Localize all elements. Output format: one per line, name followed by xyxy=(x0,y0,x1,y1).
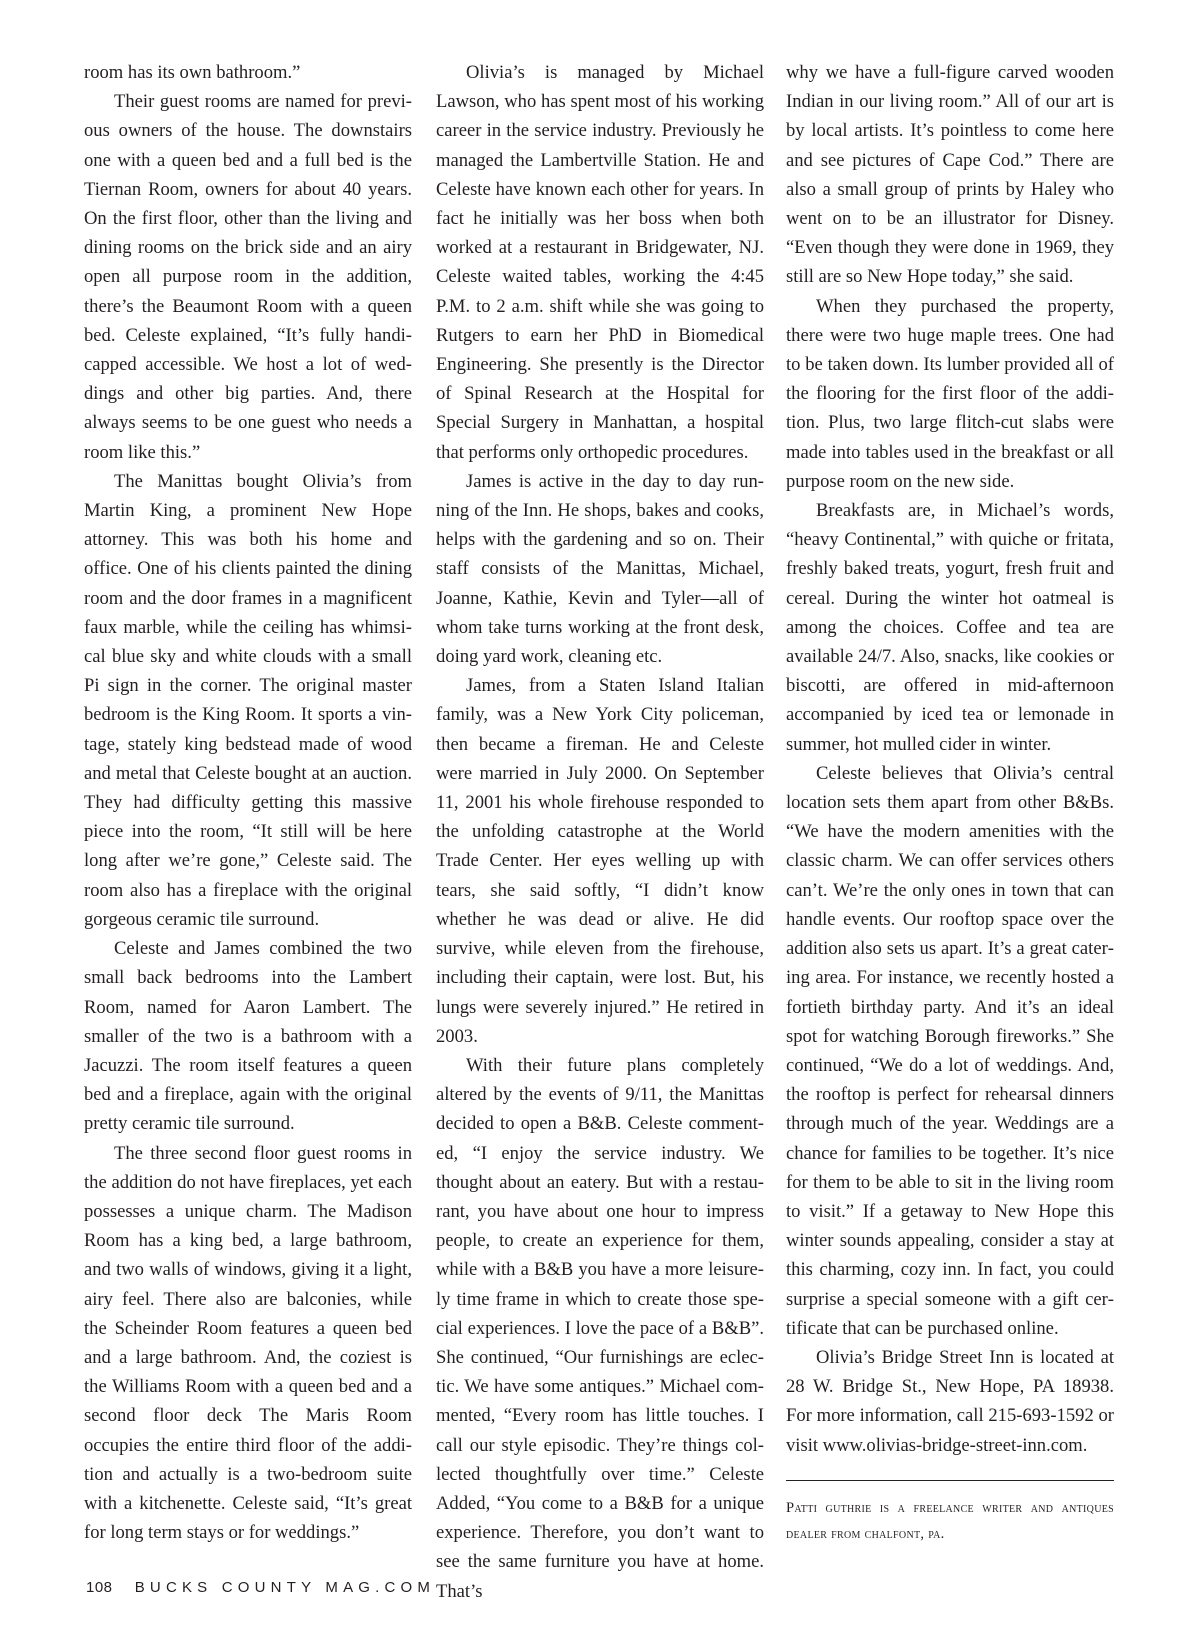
paragraph: Olivia’s is managed by Michael Lawson, who has spent most of his working career in the service industry. Previously he managed the Lambertville Station. He and Celeste have known each other for years. In fact he initially was her boss when both worked at a restaurant in Bridgewater, NJ. Celeste waited tables, working the 4:45 P.M. to 2 a.m. shift while she was going to Rutgers to earn her PhD in Biomedical Engineering. She presently is the Director of Spinal Research at the Hospital for Special Surgery in Manhattan, a hospital that performs only orthopedic procedures. xyxy=(436,62,764,463)
paragraph: The three second floor guest rooms in the addition do not have fireplaces, yet each possesses a unique charm. The Madison Room has a king bed, a large bathroom, and two walls of windows, giving it a light, airy feel. There also are balconies, while the Scheinder Room features a queen bed and a large bathroom. And, the coziest is the Williams Room with a queen bed and a second floor deck The Maris Room occupies the entire third floor of the addition and actually is a two-bedroom suite with a kitchenette. Celeste said, “It’s great for long term stays or for weddings.” xyxy=(84,1142,412,1544)
paragraph: James, from a Staten Island Italian family, was a New York City policeman, then became a fireman. He and Celeste were married in July 2000. On September 11, 2001 his whole firehouse responded to the unfolding catastrophe at the World Trade Center. Her eyes welling up with tears, she said softly, “I didn’t know whether he was dead or alive. He did survive, while eleven from the firehouse, including their captain, were lost. But, his lungs were severely injured.” He retired in 2003. xyxy=(436,675,764,1047)
publication-url: BUCKS COUNTY MAG.COM xyxy=(134,1579,436,1596)
paragraph: With their future plans completely altered by the events of 9/11, the Manittas decided to open a B&B. Celeste commented, “I enjoy the service industry. We thought about an eatery. But with a restaurant, you have about one hour to impress people, to create an experience for them, while with a B&B you have a more leisurely time frame in which to create those special experiences. I love the pace of a B&B”. She continued, “Our furnishings are eclectic. We have some antiques.” Michael commented, “Every room has little touches. I call our style episodic. They’re things collected thoughtfully over time.” Celeste Added, “You come to a B&B for a unique experience. Therefore, you don’t want to see the same furniture you have at home. That’s xyxy=(436,1054,764,1602)
paragraph: The Manittas bought Olivia’s from Martin King, a prominent New Hope attorney. This was both his home and office. One of his clients painted the dining room and the door frames in a magnificent faux marble, while the ceiling has whimsical blue sky and white clouds with a small Pi sign in the corner. The original master bedroom is the King Room. It sports a vintage, stately king bedstead made of wood and metal that Celeste bought at an auction. They had difficulty getting this massive piece into the room, “It still will be here long after we’re gone,” Celeste said. The room also has a fireplace with the original gorgeous ceramic tile surround. xyxy=(84,470,412,930)
paragraph: When they purchased the property, there were two huge maple trees. One had to be taken down. Its lumber provided all of the flooring for the first floor of the addition. Plus, two large flitch-cut slabs were made into tables used in the breakfast or all purpose room on the new side. xyxy=(786,295,1114,492)
paragraph: Breakfasts are, in Michael’s words, “heavy Continental,” with quiche or fritata, freshly baked treats, yogurt, fresh fruit and cereal. During the winter hot oatmeal is among the choices. Coffee and tea are available 24/7. Also, snacks, like cookies or biscotti, are offered in mid-afternoon accompanied by iced tea or lemonade in summer, hot mulled cider in winter. xyxy=(786,500,1114,755)
bio-divider xyxy=(786,1480,1114,1481)
page-footer xyxy=(86,1579,435,1596)
article-column-3 xyxy=(786,58,1114,1547)
paragraph: James is active in the day to day running of the Inn. He shops, bakes and cooks, helps with the gardening and so on. Their staff consists of the Manittas, Michael, Joanne, Kathie, Kevin and Tyler—all of whom take turns working at the front desk, doing yard work, cleaning etc. xyxy=(436,470,764,668)
paragraph: room has its own bathroom.” xyxy=(84,62,301,83)
article-column-2 xyxy=(436,58,764,1606)
author-bio: Patti guthrie is a freelance writer and antiques dealer from chalfont, pa. xyxy=(786,1499,1114,1542)
paragraph: Celeste believes that Olivia’s central location sets them apart from other B&Bs. “We have the modern amenities with the classic charm. We can offer services others can’t. We’re the only ones in town that can handle events. Our rooftop space over the addition also sets us apart. It’s a great catering area. For instance, we recently hosted a fortieth birthday party. And it’s an ideal spot for watching Borough fireworks.” She continued, “We do a lot of weddings. And, the rooftop is perfect for rehearsal dinners through much of the year. Weddings are a chance for families to be together. It’s nice for them to be able to sit in the living room to visit.” If a getaway to New Hope this winter sounds appealing, consider a stay at this charming, cozy inn. In fact, you could surprise a special someone with a gift certificate that can be purchased online. xyxy=(786,762,1114,1339)
paragraph: Their guest rooms are named for previous owners of the house. The downstairs one with a queen bed and a full bed is the Tiernan Room, owners for about 40 years. On the first floor, other than the living and dining rooms on the brick side and an airy open all purpose room in the addition, there’s the Beaumont Room with a queen bed. Celeste explained, “It’s fully handicapped accessible. We host a lot of weddings and other big parties. And, there always seems to be one guest who needs a room like this.” xyxy=(84,91,412,463)
paragraph: Olivia’s Bridge Street Inn is located at 28 W. Bridge St., New Hope, PA 18938. For more information, call 215-693-1592 or visit www.olivias-bridge-street-inn.com. xyxy=(786,1346,1114,1456)
article-column-1 xyxy=(84,58,412,1547)
paragraph: why we have a full-figure carved wooden Indian in our living room.” All of our art is by local artists. It’s pointless to come here and see pictures of Cape Cod.” There are also a small group of prints by Haley who went on to be an illustrator for Disney. “Even though they were done in 1969, they still are so New Hope today,” she said. xyxy=(786,62,1114,288)
paragraph: Celeste and James combined the two small back bedrooms into the Lambert Room, named for Aaron Lambert. The smaller of the two is a bathroom with a Jacuzzi. The room itself features a queen bed and a fireplace, again with the original pretty ceramic tile surround. xyxy=(84,938,412,1135)
page-number: 108 xyxy=(86,1579,113,1596)
